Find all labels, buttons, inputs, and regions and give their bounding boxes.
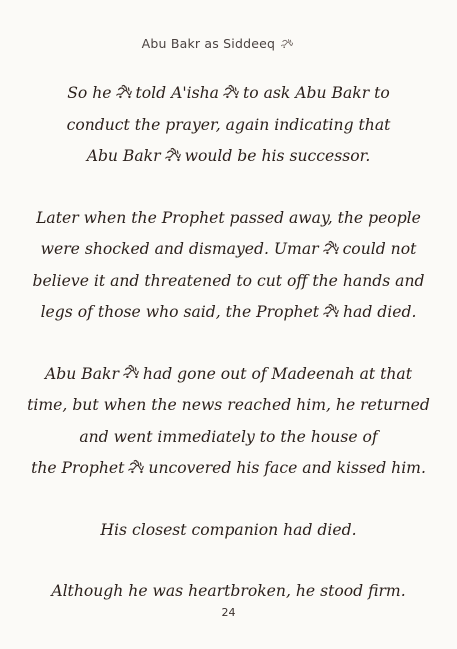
text-segment: uncovered his face and kissed him. bbox=[148, 459, 426, 477]
paragraph bbox=[20, 78, 437, 173]
text-line bbox=[20, 453, 437, 485]
text-line bbox=[20, 297, 437, 329]
text-segment: were shocked and dismayed. Umar bbox=[40, 240, 319, 258]
text-line bbox=[20, 390, 437, 422]
text-segment: His closest companion had died. bbox=[100, 520, 357, 539]
honorific-icon bbox=[127, 459, 145, 474]
text-segment: Although he was heartbroken, he stood firm. bbox=[51, 582, 406, 600]
honorific-icon bbox=[222, 84, 240, 99]
honorific-icon bbox=[122, 364, 140, 379]
running-header bbox=[0, 36, 457, 51]
honorific-icon bbox=[115, 84, 133, 99]
running-header-title: Abu Bakr as Siddeeq bbox=[141, 36, 276, 51]
paragraph bbox=[20, 203, 437, 329]
text-segment: could not bbox=[342, 240, 417, 258]
text-line bbox=[20, 78, 437, 110]
text-line bbox=[20, 422, 437, 454]
text-segment: told A'isha bbox=[135, 84, 219, 102]
text-line bbox=[20, 203, 437, 235]
honorific-icon bbox=[322, 303, 340, 318]
text-segment: Abu Bakr bbox=[45, 364, 119, 383]
paragraph bbox=[20, 515, 437, 547]
text-segment: to ask Abu Bakr to bbox=[242, 84, 390, 102]
honorific-icon bbox=[322, 240, 340, 255]
text-segment: Later when the Prophet passed away, the people bbox=[36, 208, 421, 227]
text-segment: had gone out of Madeenah at that bbox=[142, 364, 412, 383]
paragraph bbox=[20, 359, 437, 485]
text-segment: So he bbox=[67, 84, 112, 102]
body-text bbox=[20, 78, 437, 608]
honorific-icon bbox=[164, 147, 182, 162]
text-segment: time, but when the news reached him, he returned bbox=[27, 396, 430, 414]
text-segment: Abu Bakr bbox=[86, 147, 161, 165]
text-segment: the Prophet bbox=[31, 459, 125, 477]
paragraph bbox=[20, 576, 437, 608]
text-line bbox=[20, 110, 437, 142]
text-line bbox=[20, 359, 437, 391]
text-segment: and went immediately to the house of bbox=[79, 427, 378, 446]
honorific-icon bbox=[280, 37, 294, 49]
text-line bbox=[20, 515, 437, 547]
text-segment: legs of those who said, the Prophet bbox=[40, 303, 319, 321]
text-line bbox=[20, 576, 437, 608]
text-segment: believe it and threatened to cut off the hands and bbox=[32, 271, 425, 290]
text-segment: would be his successor. bbox=[184, 147, 371, 165]
page-number: 24 bbox=[221, 606, 236, 619]
text-segment: had died. bbox=[343, 303, 417, 321]
text-line bbox=[20, 234, 437, 266]
text-line bbox=[20, 266, 437, 298]
text-segment: conduct the prayer, again indicating that bbox=[66, 115, 391, 134]
text-line bbox=[20, 141, 437, 173]
